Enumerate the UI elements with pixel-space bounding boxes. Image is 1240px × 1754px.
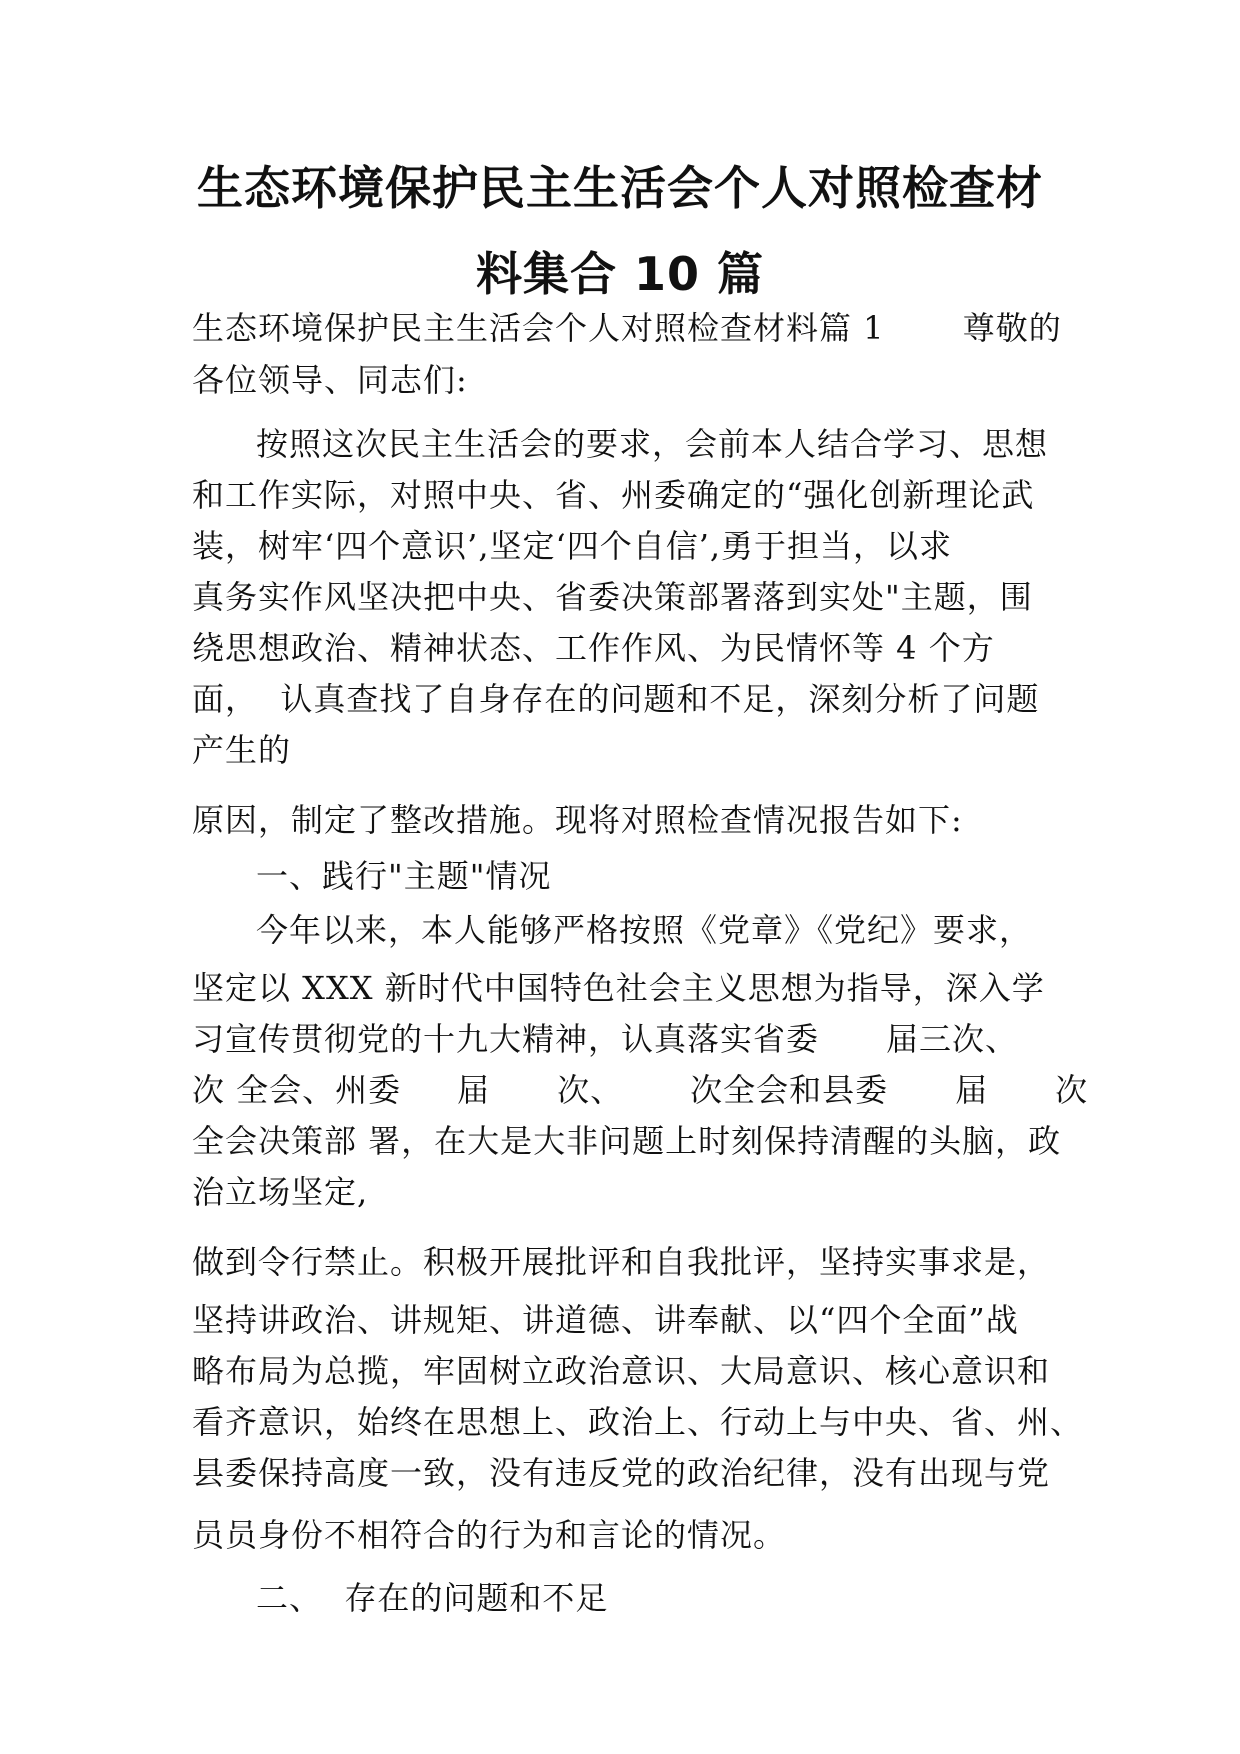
body-line: 员员身份不相符合的行为和言论的情况。 (192, 1516, 787, 1554)
body-line: 装，树牢‘四个意识’,坚定‘四个自信’,勇于担当，以求 (192, 527, 953, 565)
paragraph-first-line: 按照这次民主生活会的要求，会前本人结合学习、思想 (256, 425, 1049, 463)
body-line: 次 全会、州委 届 次、 次全会和县委 届 次 (192, 1071, 1089, 1109)
body-line: 绕思想政治、精神状态、工作作风、为民情怀等 4 个方 (192, 629, 995, 667)
body-line: 县委保持高度一致，没有违反党的政治纪律，没有出现与党 (192, 1454, 1051, 1492)
body-line: 真务实作风坚决把中央、省委决策部署落到实处"主题，围 (192, 578, 1033, 616)
body-line: 治立场坚定, (192, 1173, 369, 1211)
paragraph-first-line: 今年以来，本人能够严格按照《党章》《党纪》要求， (256, 911, 1033, 949)
body-line: 略布局为总揽，牢固树立政治意识、大局意识、核心意识和 (192, 1352, 1051, 1390)
body-line: 生态环境保护民主生活会个人对照检查材料篇 1 尊敬的 (192, 309, 1062, 347)
section-heading-2: 二、 存在的问题和不足 (256, 1579, 609, 1617)
body-line: 原因，制定了整改措施。现将对照检查情况报告如下: (192, 801, 963, 839)
document-title-line-1: 生态环境保护民主生活会个人对照检查材 (197, 161, 1043, 215)
body-line: 和工作实际，对照中央、省、州委确定的“强化创新理论武 (192, 476, 1035, 514)
body-line: 坚持讲政治、讲规矩、讲道德、讲奉献、以“四个全面”战 (192, 1301, 1019, 1339)
body-line: 看齐意识，始终在思想上、政治上、行动上与中央、省、州、 (192, 1403, 1084, 1441)
section-heading-1: 一、践行"主题"情况 (256, 857, 552, 895)
body-line: 面， 认真查找了自身存在的问题和不足，深刻分析了问题 (192, 680, 1040, 718)
body-line: 产生的 (192, 731, 292, 769)
body-line: 习宣传贯彻党的十九大精神，认真落实省委 届三次、 (192, 1020, 1019, 1058)
body-line: 各位领导、同志们: (192, 361, 468, 399)
document-title-line-2: 料集合 10 篇 (475, 247, 765, 301)
body-line: 做到令行禁止。积极开展批评和自我批评，坚持实事求是， (192, 1243, 1051, 1281)
body-line: 全会决策部 署，在大是大非问题上时刻保持清醒的头脑，政 (192, 1122, 1062, 1160)
body-line: 坚定以 XXX 新时代中国特色社会主义思想为指导，深入学 (192, 969, 1045, 1007)
